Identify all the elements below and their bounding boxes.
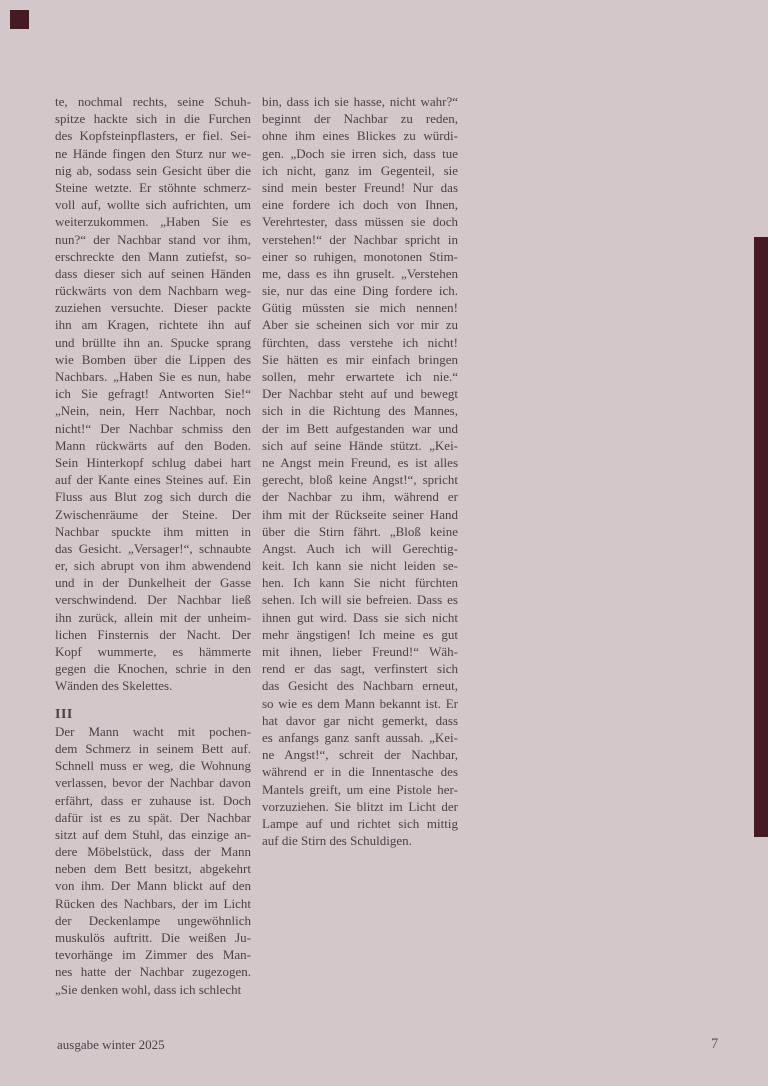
text-column-left xyxy=(55,93,251,998)
text-line: nicht!“ Der Nachbar schmiss den xyxy=(55,420,251,436)
text-line: muskulös auftritt. Die weißen Ju- xyxy=(55,930,251,945)
text-line: einer so ruhigen, monotonen Stim- xyxy=(262,248,459,264)
text-line: Fluss aus Blut zog sich durch die xyxy=(55,489,251,505)
text-line: sie, nur das eine Ding fordere ich. xyxy=(262,283,458,299)
text-line: sich auf seine Hände stützt. „Kei- xyxy=(262,437,459,453)
text-line: sind mein bester Freund! Nur das xyxy=(262,179,459,195)
text-line: ihnen gut wird. Dass sie sich nicht xyxy=(262,609,459,625)
text-line: sehen. Ich will sie befreien. Dass es xyxy=(262,592,458,608)
text-line: „Sie denken wohl, dass ich schlecht xyxy=(55,981,242,997)
text-line: auf der Kante eines Steines auf. Ein xyxy=(55,472,251,488)
text-line: ne Angst mein Freund, es ist alles xyxy=(262,454,458,470)
text-line: verstehen!“ der Nachbar spricht in xyxy=(262,231,458,247)
text-line: das Gesicht des Nachbarn erneut, xyxy=(262,678,458,694)
text-line: Schnell muss er weg, die Wohnung xyxy=(55,758,252,774)
text-line: Kopf wummerte, es hämmerte xyxy=(55,644,252,659)
text-line: er, sich abrupt von ihm abwendend xyxy=(55,558,252,574)
paragraph xyxy=(55,93,251,695)
text-line: hat davor gar nicht gemerkt, dass xyxy=(262,712,459,728)
text-line: rend er das sagt, verfinstert sich xyxy=(262,661,458,677)
text-line: Sein Hinterkopf schlug dabei hart xyxy=(55,454,251,470)
text-line: tevorhänge im Zimmer des Man- xyxy=(55,947,251,963)
text-line: „Nein, nein, Herr Nachbar, noch xyxy=(55,403,252,419)
text-line: und brüllte ihn an. Spucke sprang xyxy=(55,334,251,350)
text-line: der im Bett aufgestanden war und xyxy=(262,420,459,436)
text-line: sich in die Richtung des Mannes, xyxy=(262,403,458,419)
text-line: während er in die Innentasche des xyxy=(262,764,459,780)
text-line: Nachbars. „Haben Sie es nun, habe xyxy=(55,369,252,384)
text-line: erfährt, dass er zuhause ist. Doch xyxy=(55,792,251,808)
text-line: erschreckte den Mann zutiefst, so- xyxy=(55,248,252,264)
text-line: sitzt auf dem Stuhl, das einzige an- xyxy=(55,826,251,842)
text-line: gegen die Knochen, schrie in den xyxy=(55,661,251,677)
section-heading: III xyxy=(55,706,73,722)
text-line: Wänden des Skelettes. xyxy=(55,678,173,694)
text-line: Zwischenräume der Steine. Der xyxy=(55,506,251,522)
text-line: ihn am Kragen, richtete ihn auf xyxy=(55,317,251,333)
text-line: fürchten, dass verstehe ich nicht! xyxy=(262,334,458,350)
text-line: Steine wetzte. Er stöhnte schmerz- xyxy=(55,179,251,195)
text-line: verschwindend. Der Nachbar ließ xyxy=(55,592,251,608)
text-line: über die Stirn fährt. „Bloß keine xyxy=(262,523,459,539)
text-columns xyxy=(55,93,458,998)
text-line: ne Hände fingen den Sturz nur we- xyxy=(55,145,251,161)
text-line: neben dem Bett besitzt, abgekehrt xyxy=(55,861,252,877)
text-line: gen. „Doch sie irren sich, dass tue xyxy=(262,145,458,161)
text-line: nig ab, sodass sein Gesicht über die xyxy=(55,162,252,178)
text-line: voll auf, wollte sich aufrichten, um xyxy=(55,197,252,213)
text-line: hen. Ich kann Sie nicht fürchten xyxy=(262,575,459,591)
text-line: wie Bomben über die Lippen des xyxy=(55,351,252,367)
text-line: ohne ihm eines Blickes zu würdi- xyxy=(262,128,458,144)
footer-page-number: 7 xyxy=(711,1036,719,1052)
text-line: auf die Stirn des Schuldigen. xyxy=(262,833,412,849)
text-line: Der Nachbar steht auf und bewegt xyxy=(262,386,459,402)
text-line: gerecht, bloß keine Angst!“, spricht xyxy=(262,472,458,488)
text-line: Rücken des Nachbars, der im Licht xyxy=(55,895,251,911)
text-line: Gütig müssten sie mich nennen! xyxy=(262,300,459,316)
text-line: rückwärts von dem Nachbarn weg- xyxy=(55,283,252,299)
text-line: spitze hackte sich in die Furchen xyxy=(55,111,251,127)
text-line: ich Sie gefragt! Antworten Sie!“ xyxy=(55,386,251,402)
text-line: weiterzukommen. „Haben Sie es xyxy=(55,214,252,230)
text-line: Mantels greift, um eine Pistole her- xyxy=(262,781,458,797)
text-line: der Deckenlampe ungewöhnlich xyxy=(55,912,251,928)
text-line: ich nicht, ganz im Gegenteil, sie xyxy=(262,162,459,178)
corner-mark xyxy=(10,10,29,29)
text-line: lichen Finsternis der Nacht. Der xyxy=(55,626,251,642)
paragraph xyxy=(55,723,251,998)
text-line: verlassen, bevor der Nachbar davon xyxy=(55,775,251,791)
text-line: Verehrtester, dass müssen sie doch xyxy=(262,214,458,230)
text-line: eine fordere ich doch von Ihnen, xyxy=(262,197,458,213)
text-line: das Gesicht. „Versager!“, schnaubte xyxy=(55,540,252,556)
text-line: nun?“ der Nachbar stand vor ihm, xyxy=(55,231,252,247)
text-line: Sie hätten es mir einfach bringen xyxy=(262,351,458,367)
text-line: sollen, mehr erwartete ich nie.“ xyxy=(262,369,458,384)
text-line: te, nochmal rechts, seine Schuh- xyxy=(55,94,251,109)
text-line: zuziehen versuchte. Dieser packte xyxy=(55,300,251,316)
text-line: dass dieser sich auf seinen Händen xyxy=(55,265,252,281)
text-line: von ihm. Der Mann blickt auf den xyxy=(55,878,251,894)
text-line: und in der Dunkelheit der Gasse xyxy=(55,575,252,591)
text-line: vorzuziehen. Sie blitzt im Licht der xyxy=(262,798,459,814)
text-line: Nachbar spuckte ihm mitten in xyxy=(55,523,252,539)
text-line: dem Schmerz in seinem Bett auf. xyxy=(55,740,252,756)
text-line: Angst. Auch ich will Gerechtig- xyxy=(262,540,458,556)
text-line: ne Angst!“, schreit der Nachbar, xyxy=(262,747,459,763)
text-line: Aber sie scheinen sich vor mir zu xyxy=(262,317,458,333)
text-line: Der Mann wacht mit pochen- xyxy=(55,723,251,739)
text-line: mit ihnen, lieber Freund!“ Wäh- xyxy=(262,644,458,659)
text-line: nes hatte der Nachbar zugezogen. xyxy=(55,964,251,980)
text-line: Lampe auf und richtet sich mittig xyxy=(262,815,458,831)
text-line: beginnt der Nachbar zu reden, xyxy=(262,111,459,127)
footer-issue-label: ausgabe winter 2025 xyxy=(57,1037,165,1052)
text-line: Mann rückwärts auf den Boden. xyxy=(55,437,251,453)
text-column-right xyxy=(262,93,458,998)
paragraph xyxy=(262,93,458,849)
text-line: bin, dass ich sie hasse, nicht wahr?“ xyxy=(262,94,459,109)
text-line: mehr ängstigen! Ich meine es gut xyxy=(262,626,459,642)
spine-bar xyxy=(754,237,768,837)
text-line: ihn zurück, allein mit der unheim- xyxy=(55,609,251,625)
text-line: des Kopfsteinpflasters, er fiel. Sei- xyxy=(55,128,251,144)
text-line: me, dass es ihn gruselt. „Verstehen xyxy=(262,265,458,281)
text-line: dafür ist es zu spät. Der Nachbar xyxy=(55,809,251,825)
text-line: es anfangs ganz sanft aussah. „Kei- xyxy=(262,729,458,745)
text-line: so wie es dem Mann bekannt ist. Er xyxy=(262,695,459,711)
text-line: keit. Ich kann sie nicht leiden se- xyxy=(262,558,459,574)
text-line: ihm mit der Rückseite seiner Hand xyxy=(262,506,458,522)
text-line: der Nachbar zu ihm, während er xyxy=(262,489,458,505)
text-line: dere Möbelstück, dass der Mann xyxy=(55,844,251,860)
